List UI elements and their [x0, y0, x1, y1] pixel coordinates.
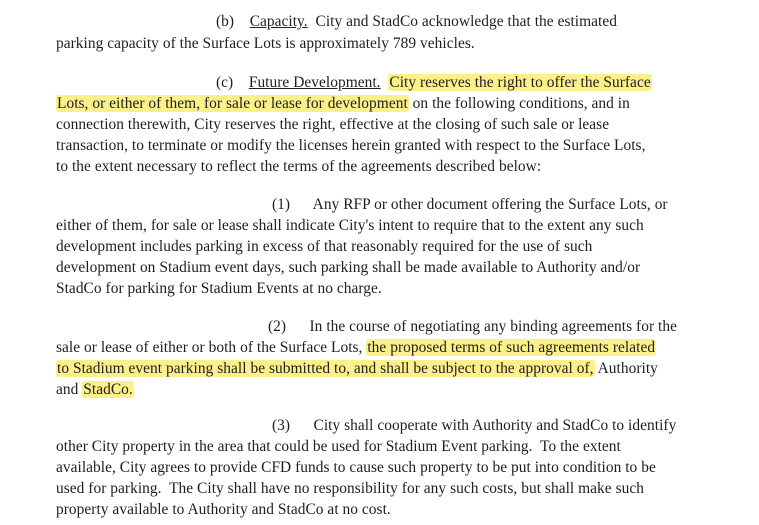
item-2-line-4 [56, 380, 134, 400]
item-1-line-4: development on Stadium event days, such parking shall be made available to Authority and/or [56, 259, 641, 276]
section-c-heading: Future Development. [248, 74, 381, 91]
item-2-highlight-1: the proposed terms of such agreements related [367, 339, 656, 356]
item-2-line-3-rest: Authority [594, 360, 658, 377]
section-c-line-3: connection therewith, City reserves the right, effective at the closing of such sale or lease [56, 116, 610, 133]
item-2-line-4-plain: and [56, 381, 83, 398]
section-c-highlight-1: City reserves the right to offer the Surface [389, 74, 651, 91]
item-3-text-1: City shall cooperate with Authority and StadCo to identify [313, 417, 677, 434]
item-1-line-5: StadCo for parking for Stadium Events at no charge. [56, 280, 382, 297]
section-c-marker: (c) [216, 74, 234, 91]
section-b-marker: (b) [216, 13, 235, 30]
item-2-first-line [268, 317, 677, 337]
section-c-line-2-rest: on the following conditions, and in [408, 95, 630, 112]
item-1-line-2: either of them, for sale or lease shall indicate City's intent to require that to the extent any such [56, 217, 644, 234]
item-1-line-3: development includes parking in excess of that reasonably required for the use of such [56, 238, 593, 255]
section-c-highlight-2: Lots, or either of them, for sale or lease for development [57, 95, 408, 112]
item-1-marker: (1) [272, 196, 291, 213]
item-2-line-2-plain: sale or lease of either or both of the Surface Lots, [56, 339, 367, 356]
item-3-line-3: available, City agrees to provide CFD funds to cause such property to be put into condition to be [56, 459, 656, 476]
item-2-highlight-3: StadCo. [83, 381, 133, 398]
item-3-line-4: used for parking. The City shall have no responsibility for any such costs, but shall make such [56, 480, 644, 497]
item-3-line-2: other City property in the area that could be used for Stadium Event parking. To the extent [56, 438, 621, 455]
item-3-first-line [272, 416, 676, 436]
section-b-heading-line [216, 12, 617, 32]
item-3-line-5: property available to Authority and StadCo at no cost. [56, 501, 391, 518]
section-c-line-4: transaction, to terminate or modify the licenses herein granted with respect to the Surface Lots, [56, 137, 646, 154]
section-c-line-2 [56, 94, 630, 114]
item-2-text-1: In the course of negotiating any binding agreements for the [309, 318, 678, 335]
item-2-marker: (2) [268, 318, 287, 335]
section-c-line-5: to the extent necessary to reflect the terms of the agreements described below: [56, 158, 542, 175]
item-2-line-3 [56, 359, 658, 379]
item-2-line-2 [56, 338, 656, 358]
item-1-first-line [272, 195, 668, 215]
item-3-marker: (3) [272, 417, 291, 434]
item-1-text-1: Any RFP or other document offering the Surface Lots, or [312, 196, 668, 213]
section-b-text-2: parking capacity of the Surface Lots is approximately 789 vehicles. [56, 35, 475, 52]
section-c-heading-line [216, 73, 652, 93]
item-2-highlight-2: to Stadium event parking shall be submitted to, and shall be subject to the approval of, [57, 360, 594, 377]
section-b-heading: Capacity. [249, 13, 308, 30]
section-b-text-1: City and StadCo acknowledge that the estimated [315, 13, 617, 30]
